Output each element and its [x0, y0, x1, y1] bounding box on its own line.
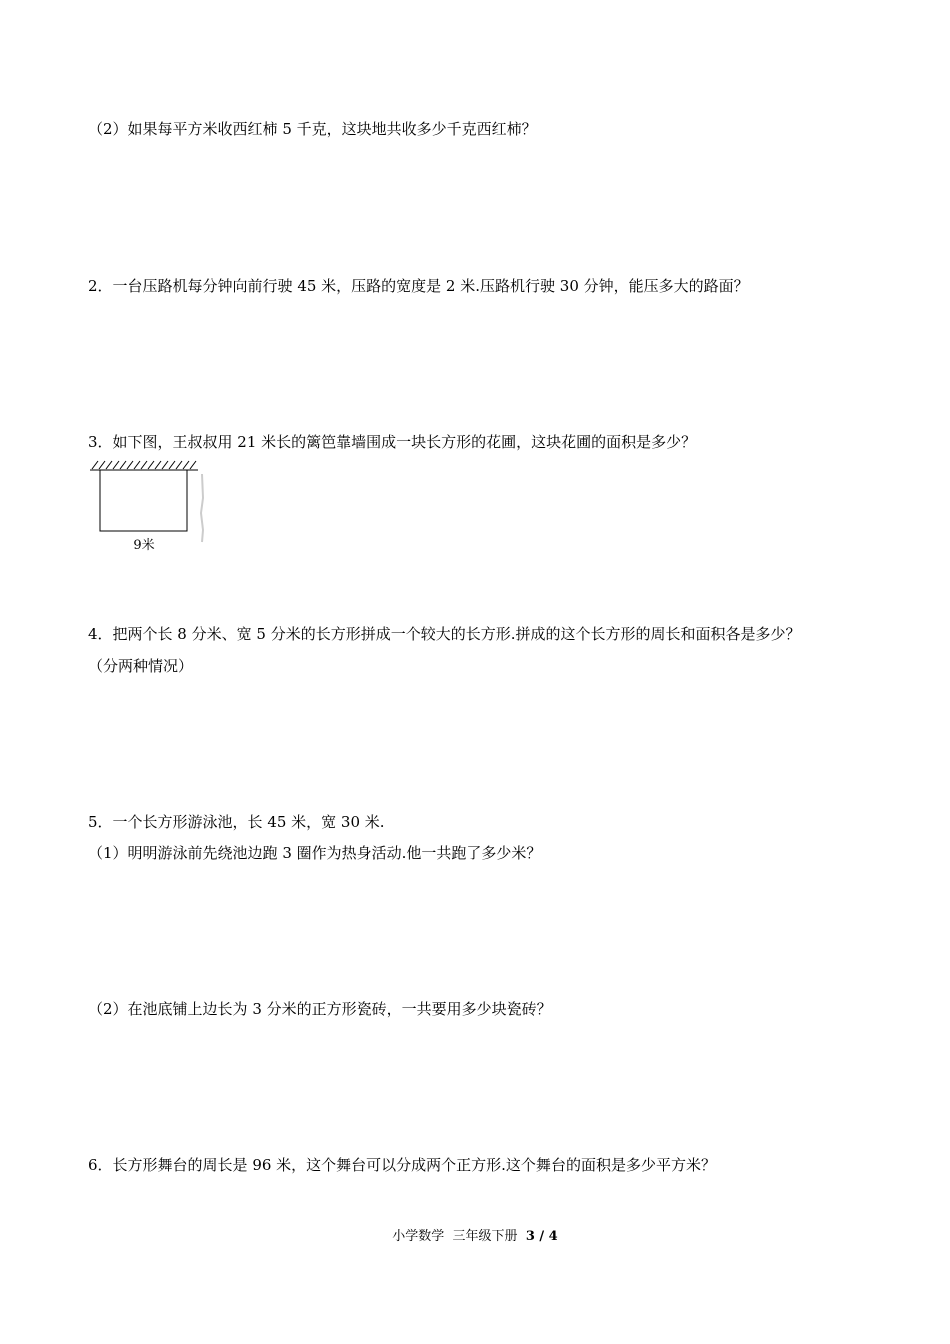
- page-footer: [0, 1228, 950, 1246]
- wall-hatching: [90, 461, 198, 470]
- faint-mark: [201, 474, 203, 542]
- question-4-line-2: （分两种情况）: [88, 657, 194, 675]
- question-1-part-2: （2）如果每平方米收西红柿 5 千克，这块地共收多少千克西红柿？: [88, 120, 537, 138]
- footer-subject: 小学数学: [392, 1229, 445, 1244]
- footer-grade: 三年级下册: [452, 1229, 518, 1244]
- garden-fence-diagram: [86, 458, 216, 558]
- question-5-part-1: （1）明明游泳前先绕池边跑 3 圈作为热身活动.他一共跑了多少米？: [88, 844, 542, 862]
- figure-length-label: 9米: [133, 538, 155, 553]
- question-3: 3．如下图，王叔叔用 21 米长的篱笆靠墙围成一块长方形的花圃，这块花圃的面积是多少？: [88, 433, 697, 451]
- question-2: 2．一台压路机每分钟向前行驶 45 米，压路的宽度是 2 米.压路机行驶 30 分钟，能压多大的路面？: [88, 277, 749, 295]
- page-number: 3 / 4: [525, 1229, 558, 1244]
- question-5: 5．一个长方形游泳池，长 45 米，宽 30 米.: [88, 813, 385, 831]
- question-4-line-1: 4．把两个长 8 分米、宽 5 分米的长方形拼成一个较大的长方形.拼成的这个长方形的周长和面积各是多少？: [88, 625, 801, 643]
- question-6: 6．长方形舞台的周长是 96 米，这个舞台可以分成两个正方形.这个舞台的面积是多少平方米？: [88, 1156, 716, 1174]
- garden-rectangle: [100, 470, 187, 531]
- question-5-part-2: （2）在池底铺上边长为 3 分米的正方形瓷砖，一共要用多少块瓷砖？: [88, 1000, 552, 1018]
